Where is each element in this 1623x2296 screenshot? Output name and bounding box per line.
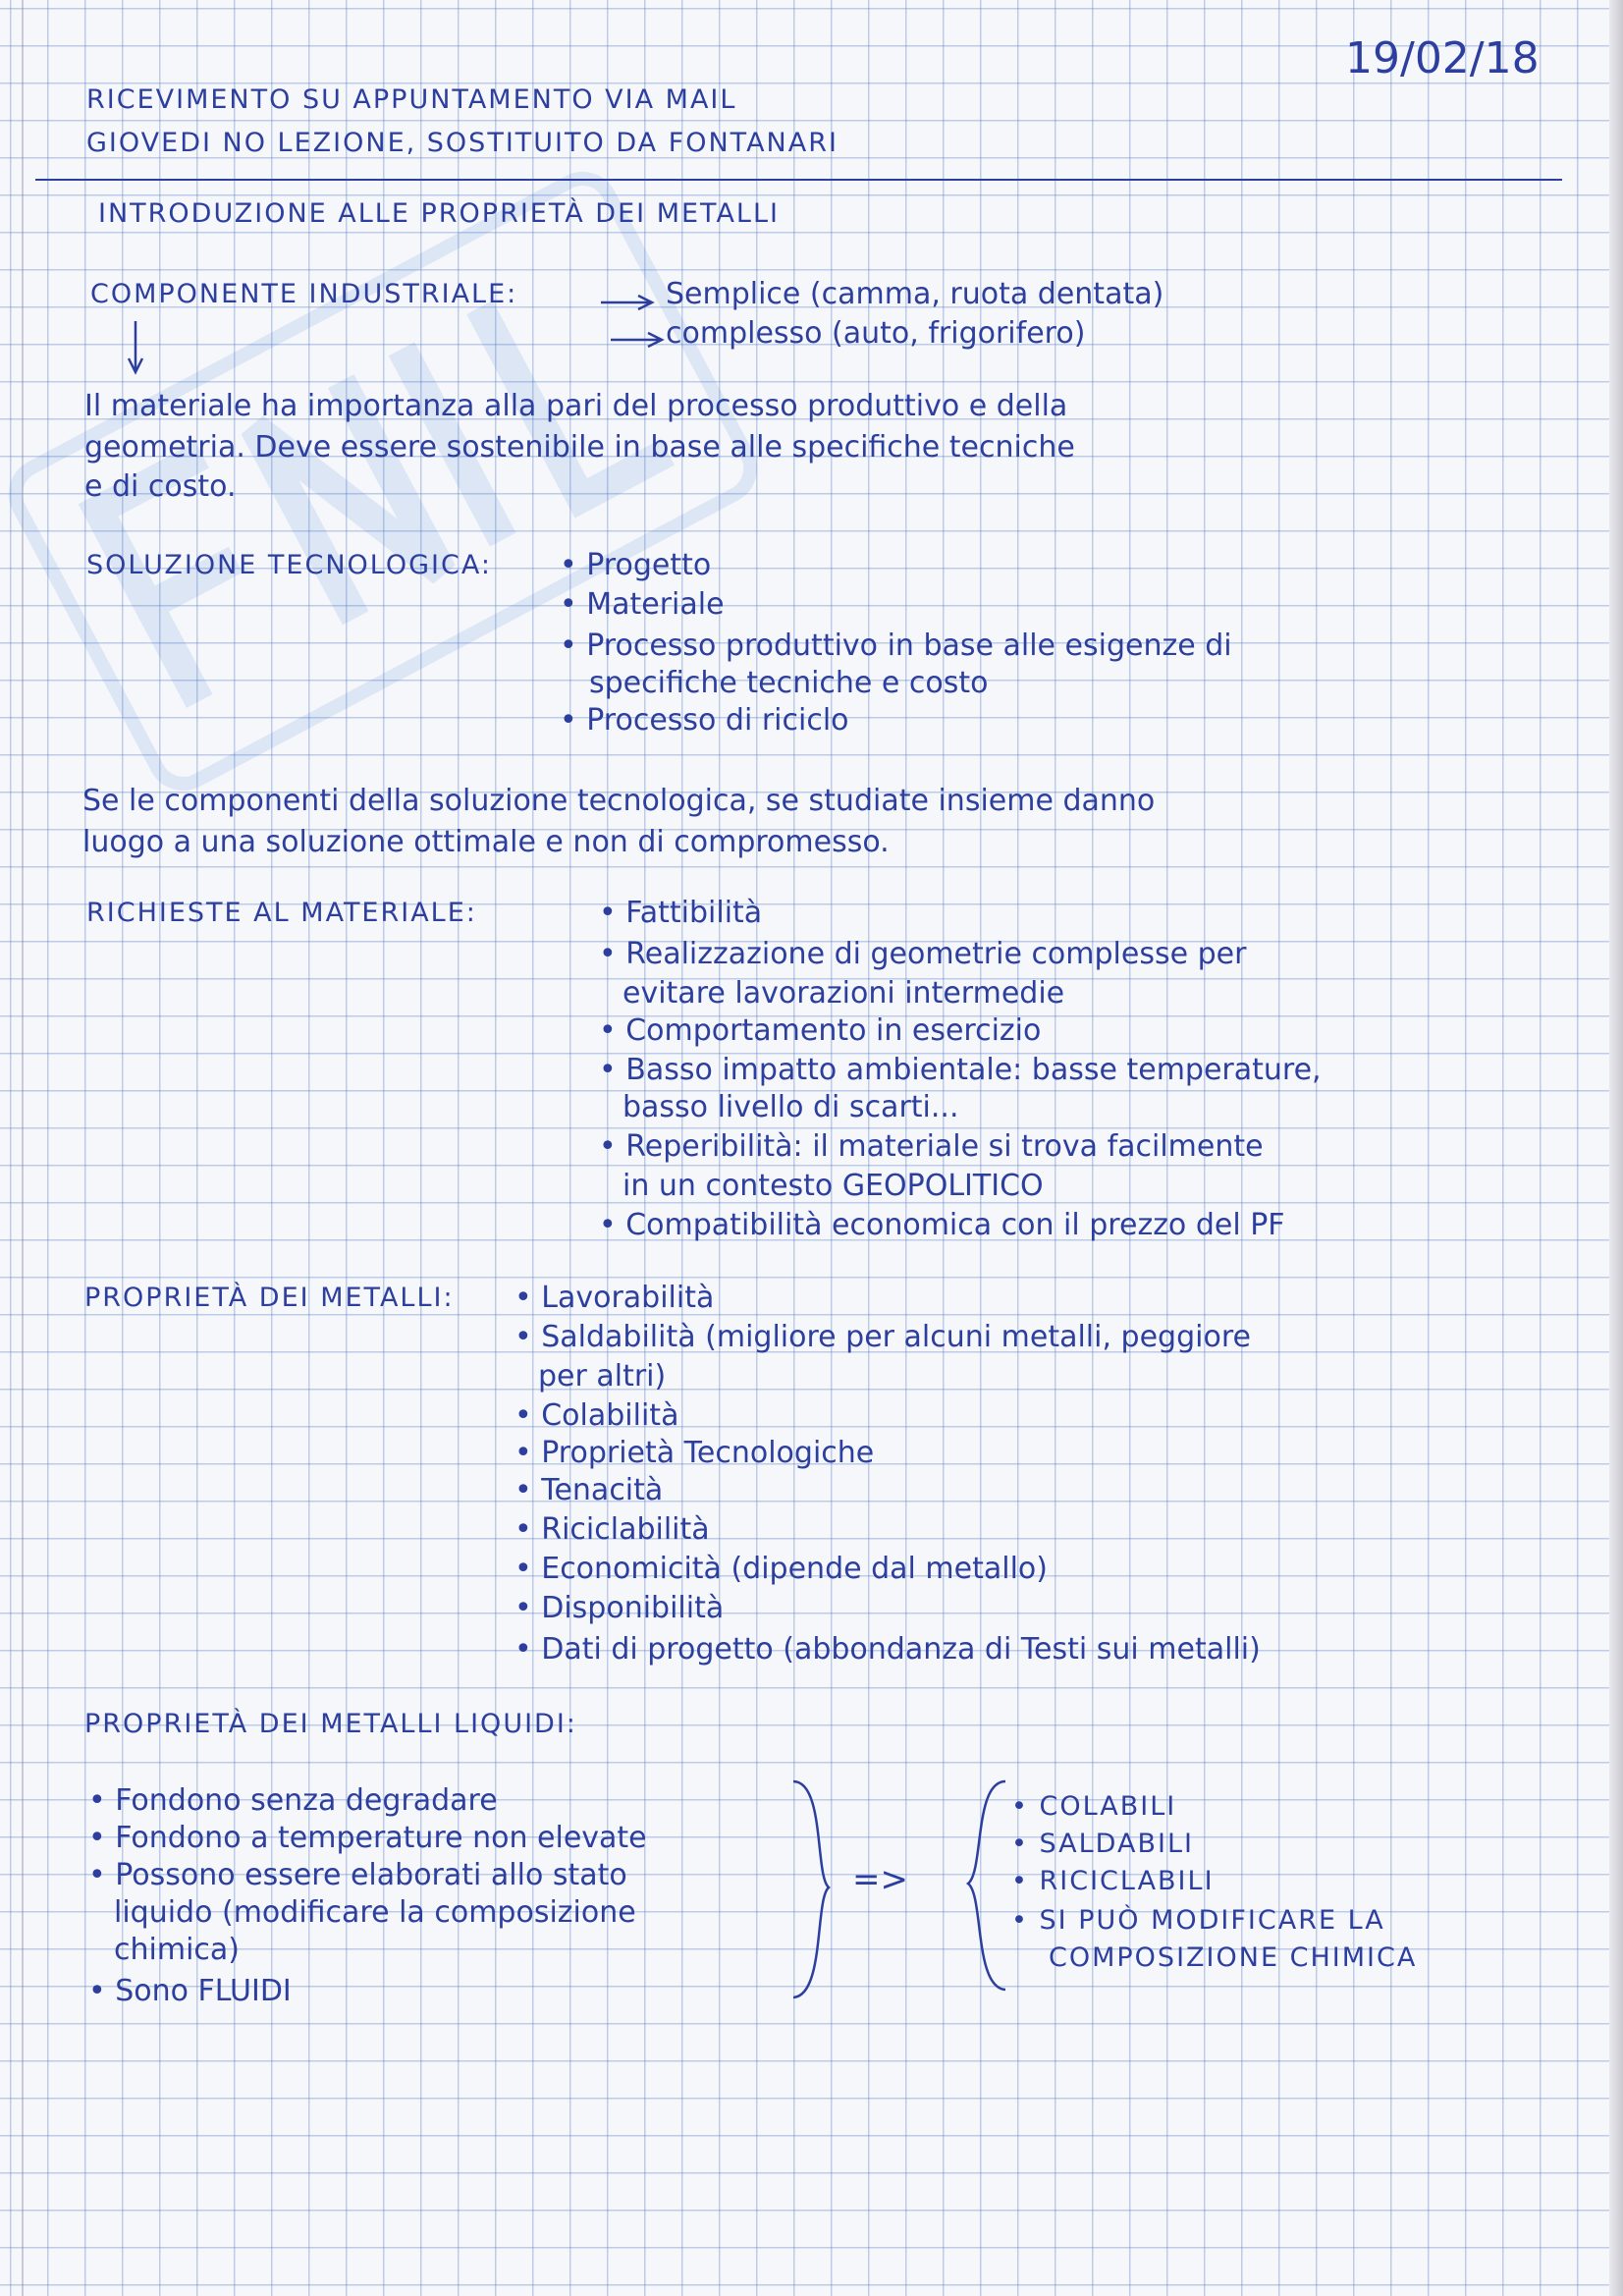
- proprieta-item: • Saldabilità (migliore per alcuni metalli, peggiore: [514, 1320, 1251, 1354]
- proprieta-label: PROPRIETÀ DEI METALLI:: [84, 1283, 455, 1313]
- richieste-item: • Compatibilità economica con il prezzo del PF: [599, 1208, 1285, 1242]
- header-line-2: GIOVEDI NO LEZIONE, SOSTITUITO DA FONTANARI: [86, 128, 839, 158]
- soluzione-item: • Materiale: [560, 587, 725, 622]
- soluzione-label: SOLUZIONE TECNOLOGICA:: [86, 550, 492, 580]
- page-edge-shadow: [1609, 0, 1623, 2296]
- arrow-right-icon: [609, 330, 668, 350]
- proprieta-item-continued: per altri): [538, 1359, 667, 1394]
- liquidi-result: • SI PUÒ MODIFICARE LA: [1011, 1905, 1385, 1936]
- soluzione-item: • Processo di riciclo: [560, 703, 849, 738]
- proprieta-item: • Economicità (dipende dal metallo): [514, 1552, 1048, 1586]
- paragraph-2-line-2: luogo a una soluzione ottimale e non di compromesso.: [82, 825, 890, 859]
- richieste-item-continued: evitare lavorazioni intermedie: [622, 976, 1065, 1011]
- proprieta-item: • Riciclabilità: [514, 1512, 710, 1547]
- liquidi-item-continued: liquido (modificare la composizione: [114, 1895, 636, 1930]
- proprieta-item: • Disponibilità: [514, 1591, 725, 1625]
- proprieta-item: • Proprietà Tecnologiche: [514, 1436, 875, 1470]
- liquidi-label: PROPRIETÀ DEI METALLI LIQUIDI:: [84, 1709, 577, 1739]
- paragraph-2-line-1: Se le componenti della soluzione tecnologica, se studiate insieme danno: [82, 784, 1156, 818]
- implies-arrow: =>: [852, 1860, 908, 1899]
- proprieta-item: • Dati di progetto (abbondanza di Testi sui metalli): [514, 1632, 1261, 1667]
- componente-label: COMPONENTE INDUSTRIALE:: [90, 279, 518, 309]
- arrow-right-icon: [599, 293, 658, 312]
- liquidi-item: • Sono FLUIDI: [88, 1974, 292, 2008]
- soluzione-item-continued: specifiche tecniche e costo: [589, 666, 989, 700]
- liquidi-item: • Possono essere elaborati allo stato: [88, 1858, 627, 1892]
- richieste-item: • Comportamento in esercizio: [599, 1013, 1042, 1048]
- liquidi-item-continued: chimica): [114, 1933, 240, 1967]
- arrow-down-icon: [126, 319, 145, 378]
- richieste-item: • Fattibilità: [599, 896, 763, 930]
- proprieta-item: • Tenacità: [514, 1473, 664, 1507]
- header-divider: [35, 179, 1562, 181]
- liquidi-item: • Fondono senza degradare: [88, 1783, 498, 1818]
- header-line-1: RICEVIMENTO SU APPUNTAMENTO VIA MAIL: [86, 84, 737, 115]
- richieste-item: • Realizzazione di geometrie complesse per: [599, 937, 1247, 971]
- right-brace-icon: [785, 1777, 835, 2003]
- richieste-label: RICHIESTE AL MATERIALE:: [86, 898, 477, 928]
- liquidi-result: • RICICLABILI: [1011, 1866, 1215, 1896]
- section-title: INTRODUZIONE ALLE PROPRIETÀ DEI METALLI: [98, 198, 780, 229]
- paragraph-1-line-1: Il materiale ha importanza alla pari del processo produttivo e della: [84, 389, 1068, 423]
- richieste-item: • Reperibilità: il materiale si trova facilmente: [599, 1129, 1264, 1164]
- proprieta-item: • Lavorabilità: [514, 1281, 715, 1315]
- liquidi-item: • Fondono a temperature non elevate: [88, 1821, 647, 1855]
- liquidi-result: • SALDABILI: [1011, 1829, 1194, 1859]
- note-date: 19/02/18: [1345, 33, 1540, 83]
- componente-item-complesso: complesso (auto, frigorifero): [666, 316, 1086, 351]
- liquidi-result-continued: COMPOSIZIONE CHIMICA: [1049, 1942, 1418, 1973]
- page-margin-line: [22, 0, 24, 2296]
- richieste-item-continued: basso livello di scarti...: [622, 1090, 959, 1124]
- paragraph-1-line-3: e di costo.: [84, 469, 237, 504]
- paragraph-1-line-2: geometria. Deve essere sostenibile in base alle specifiche tecniche: [84, 430, 1075, 465]
- soluzione-item: • Processo produttivo in base alle esigenze di: [560, 629, 1232, 663]
- left-brace-icon: [962, 1777, 1011, 1994]
- proprieta-item: • Colabilità: [514, 1398, 679, 1433]
- richieste-item: • Basso impatto ambientale: basse temperature,: [599, 1053, 1322, 1087]
- soluzione-item: • Progetto: [560, 548, 712, 582]
- componente-item-semplice: Semplice (camma, ruota dentata): [666, 277, 1164, 311]
- liquidi-result: • COLABILI: [1011, 1791, 1177, 1822]
- richieste-item-continued: in un contesto GEOPOLITICO: [622, 1169, 1044, 1203]
